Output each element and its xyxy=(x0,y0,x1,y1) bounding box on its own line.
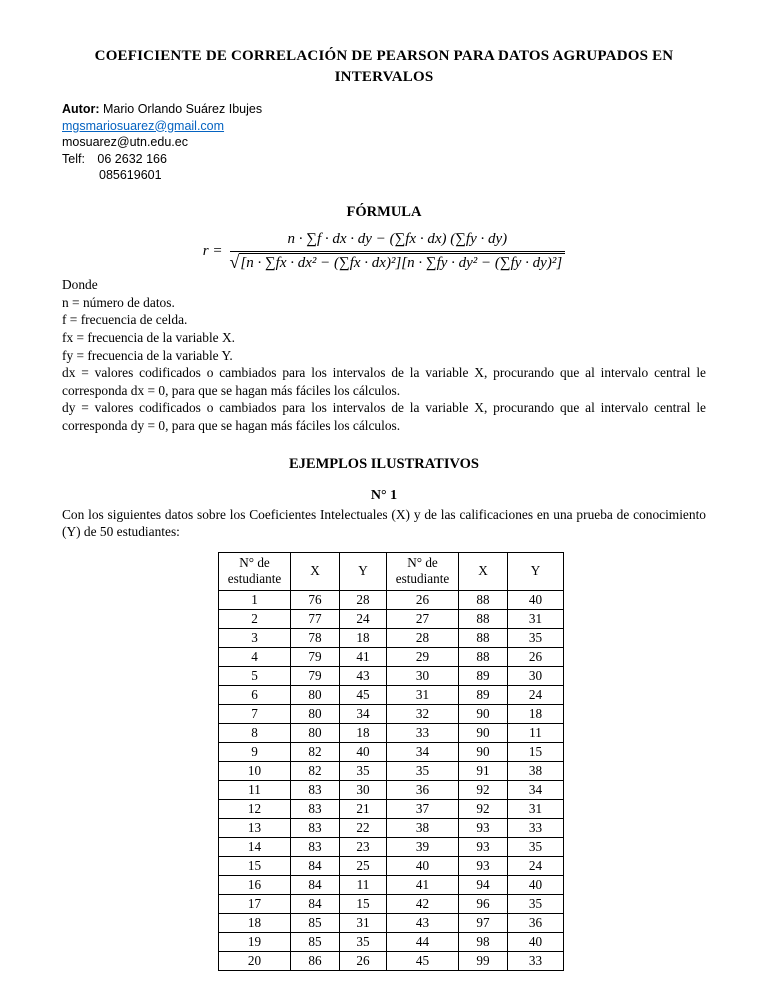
table-cell: 40 xyxy=(508,590,564,609)
table-cell: 84 xyxy=(291,894,340,913)
table-cell: 33 xyxy=(387,723,459,742)
table-cell: 29 xyxy=(387,647,459,666)
table-cell: 36 xyxy=(387,780,459,799)
table-cell: 82 xyxy=(291,761,340,780)
email-primary-line xyxy=(62,118,706,135)
table-row xyxy=(219,818,564,837)
table-cell: 44 xyxy=(387,932,459,951)
author-label: Autor: xyxy=(62,102,100,116)
table-row xyxy=(219,647,564,666)
table-cell: 11 xyxy=(219,780,291,799)
formula-fraction xyxy=(230,231,566,273)
table-cell: 92 xyxy=(459,799,508,818)
column-header: X xyxy=(459,552,508,590)
table-cell: 14 xyxy=(219,837,291,856)
table-cell: 11 xyxy=(508,723,564,742)
table-cell: 80 xyxy=(291,704,340,723)
table-cell: 22 xyxy=(340,818,387,837)
column-header: N° de estudiante xyxy=(387,552,459,590)
pearson-formula xyxy=(62,231,706,273)
table-row xyxy=(219,609,564,628)
email-secondary-line xyxy=(62,134,706,151)
table-cell: 77 xyxy=(291,609,340,628)
table-cell: 34 xyxy=(508,780,564,799)
table-cell: 35 xyxy=(508,837,564,856)
table-cell: 38 xyxy=(508,761,564,780)
table-cell: 90 xyxy=(459,723,508,742)
table-cell: 30 xyxy=(508,666,564,685)
table-cell: 33 xyxy=(508,951,564,970)
table-cell: 85 xyxy=(291,932,340,951)
table-cell: 91 xyxy=(459,761,508,780)
table-header-row xyxy=(219,552,564,590)
table-cell: 98 xyxy=(459,932,508,951)
table-cell: 15 xyxy=(340,894,387,913)
table-row xyxy=(219,628,564,647)
table-cell: 31 xyxy=(508,609,564,628)
table-cell: 30 xyxy=(387,666,459,685)
table-cell: 40 xyxy=(508,932,564,951)
table-cell: 20 xyxy=(219,951,291,970)
formula-denominator: [n · ∑fx · dx² − (∑fx · dx)²][n · ∑fy · dy² − (∑fy · dy)²] xyxy=(239,253,565,273)
phone-primary-line xyxy=(62,151,706,168)
table-cell: 16 xyxy=(219,875,291,894)
table-cell: 83 xyxy=(291,837,340,856)
table-cell: 99 xyxy=(459,951,508,970)
table-cell: 89 xyxy=(459,685,508,704)
table-row xyxy=(219,704,564,723)
table-cell: 6 xyxy=(219,685,291,704)
table-cell: 15 xyxy=(219,856,291,875)
table-cell: 28 xyxy=(340,590,387,609)
table-cell: 27 xyxy=(387,609,459,628)
table-cell: 84 xyxy=(291,875,340,894)
table-cell: 79 xyxy=(291,647,340,666)
table-cell: 90 xyxy=(459,742,508,761)
table-cell: 93 xyxy=(459,856,508,875)
formula-lhs: r = xyxy=(202,242,223,259)
column-header: Y xyxy=(508,552,564,590)
table-cell: 88 xyxy=(459,647,508,666)
radical-sign-icon: √ xyxy=(229,251,240,272)
table-row xyxy=(219,875,564,894)
table-cell: 2 xyxy=(219,609,291,628)
table-cell: 24 xyxy=(508,685,564,704)
table-cell: 26 xyxy=(508,647,564,666)
table-cell: 80 xyxy=(291,723,340,742)
table-cell: 79 xyxy=(291,666,340,685)
definitions-heading: Donde xyxy=(62,277,98,293)
table-cell: 19 xyxy=(219,932,291,951)
table-row xyxy=(219,856,564,875)
table-cell: 88 xyxy=(459,628,508,647)
phone-primary: 06 2632 166 xyxy=(97,151,167,166)
table-cell: 8 xyxy=(219,723,291,742)
table-cell: 89 xyxy=(459,666,508,685)
table-row xyxy=(219,723,564,742)
table-cell: 83 xyxy=(291,799,340,818)
table-cell: 4 xyxy=(219,647,291,666)
document-title: COEFICIENTE DE CORRELACIÓN DE PEARSON PARA DATOS AGRUPADOS EN INTERVALOS xyxy=(94,48,674,85)
table-cell: 40 xyxy=(340,742,387,761)
table-cell: 24 xyxy=(340,609,387,628)
definitions-block xyxy=(62,276,706,434)
table-cell: 11 xyxy=(340,875,387,894)
table-row xyxy=(219,761,564,780)
table-cell: 45 xyxy=(340,685,387,704)
author-line xyxy=(62,101,706,118)
table-cell: 23 xyxy=(340,837,387,856)
table-row xyxy=(219,932,564,951)
table-row xyxy=(219,780,564,799)
table-cell: 26 xyxy=(340,951,387,970)
table-row xyxy=(219,666,564,685)
table-cell: 42 xyxy=(387,894,459,913)
table-cell: 18 xyxy=(219,913,291,932)
table-cell: 31 xyxy=(340,913,387,932)
table-cell: 34 xyxy=(387,742,459,761)
table-cell: 15 xyxy=(508,742,564,761)
table-row xyxy=(219,837,564,856)
table-cell: 83 xyxy=(291,818,340,837)
table-cell: 92 xyxy=(459,780,508,799)
email-secondary: mosuarez@utn.edu.ec xyxy=(62,135,188,149)
formula-denominator-group xyxy=(230,252,566,273)
table-body xyxy=(219,590,564,970)
table-cell: 7 xyxy=(219,704,291,723)
phone-secondary-line xyxy=(62,167,706,184)
table-cell: 18 xyxy=(508,704,564,723)
table-cell: 36 xyxy=(508,913,564,932)
table-cell: 96 xyxy=(459,894,508,913)
table-cell: 39 xyxy=(387,837,459,856)
table-cell: 94 xyxy=(459,875,508,894)
table-cell: 32 xyxy=(387,704,459,723)
table-row xyxy=(219,894,564,913)
examples-heading: EJEMPLOS ILUSTRATIVOS xyxy=(288,455,479,472)
table-row xyxy=(219,685,564,704)
definition-line: fy = frecuencia de la variable Y. xyxy=(62,347,233,363)
table-cell: 25 xyxy=(340,856,387,875)
definition-line: fx = frecuencia de la variable X. xyxy=(62,330,235,346)
table-cell: 35 xyxy=(508,628,564,647)
table-cell: 12 xyxy=(219,799,291,818)
table-cell: 41 xyxy=(340,647,387,666)
definition-line: f = frecuencia de celda. xyxy=(62,312,188,328)
table-cell: 76 xyxy=(291,590,340,609)
table-cell: 40 xyxy=(508,875,564,894)
table-cell: 41 xyxy=(387,875,459,894)
table-cell: 85 xyxy=(291,913,340,932)
table-cell: 43 xyxy=(387,913,459,932)
author-name: Mario Orlando Suárez Ibujes xyxy=(102,102,263,116)
definition-line: dy = valores codificados o cambiados para los intervalos de la variable X, procurando que al intervalo central le corresponda dy = 0, para que se hagan más fáciles los cálculos. xyxy=(62,400,706,434)
table-cell: 35 xyxy=(508,894,564,913)
table-cell: 45 xyxy=(387,951,459,970)
phone-secondary: 085619601 xyxy=(99,168,162,182)
students-table xyxy=(218,552,564,971)
table-cell: 93 xyxy=(459,818,508,837)
table-cell: 28 xyxy=(387,628,459,647)
table-cell: 97 xyxy=(459,913,508,932)
table-cell: 88 xyxy=(459,590,508,609)
table-row xyxy=(219,913,564,932)
table-cell: 30 xyxy=(340,780,387,799)
table-cell: 82 xyxy=(291,742,340,761)
column-header: Y xyxy=(340,552,387,590)
email-link[interactable]: mgsmariosuarez@gmail.com xyxy=(62,118,225,133)
table-cell: 5 xyxy=(219,666,291,685)
table-cell: 34 xyxy=(340,704,387,723)
table-cell: 35 xyxy=(387,761,459,780)
table-cell: 93 xyxy=(459,837,508,856)
table-cell: 31 xyxy=(387,685,459,704)
example-intro: Con los siguientes datos sobre los Coeficientes Intelectuales (X) y de las calificaciones en una prueba de conocimiento (Y) de 50 estudiantes: xyxy=(62,506,706,540)
column-header: N° de estudiante xyxy=(219,552,291,590)
table-cell: 84 xyxy=(291,856,340,875)
table-cell: 33 xyxy=(508,818,564,837)
table-cell: 35 xyxy=(340,761,387,780)
table-cell: 83 xyxy=(291,780,340,799)
table-cell: 9 xyxy=(219,742,291,761)
table-cell: 21 xyxy=(340,799,387,818)
table-row xyxy=(219,799,564,818)
table-cell: 86 xyxy=(291,951,340,970)
table-cell: 13 xyxy=(219,818,291,837)
table-row xyxy=(219,951,564,970)
table-cell: 80 xyxy=(291,685,340,704)
table-cell: 26 xyxy=(387,590,459,609)
table-cell: 43 xyxy=(340,666,387,685)
table-cell: 38 xyxy=(387,818,459,837)
definition-line: n = número de datos. xyxy=(62,294,175,310)
table-cell: 1 xyxy=(219,590,291,609)
table-cell: 18 xyxy=(340,723,387,742)
author-block xyxy=(62,101,706,184)
definition-line: dx = valores codificados o cambiados para los intervalos de la variable X, procurando que al intervalo central le corresponda dx = 0, para que se hagan más fáciles los cálculos. xyxy=(62,365,706,398)
example-number-heading: N° 1 xyxy=(370,487,398,503)
table-cell: 37 xyxy=(387,799,459,818)
column-header: X xyxy=(291,552,340,590)
table-cell: 17 xyxy=(219,894,291,913)
table-cell: 24 xyxy=(508,856,564,875)
table-cell: 10 xyxy=(219,761,291,780)
table-cell: 3 xyxy=(219,628,291,647)
phone-label: Telf: xyxy=(62,151,85,166)
table-cell: 88 xyxy=(459,609,508,628)
formula-numerator: n · ∑f · dx · dy − (∑fx · dx) (∑fy · dy) xyxy=(230,231,566,252)
table-row xyxy=(219,742,564,761)
table-cell: 90 xyxy=(459,704,508,723)
table-row xyxy=(219,590,564,609)
table-cell: 35 xyxy=(340,932,387,951)
table-cell: 40 xyxy=(387,856,459,875)
table-cell: 31 xyxy=(508,799,564,818)
formula-heading: FÓRMULA xyxy=(346,203,422,220)
table-cell: 78 xyxy=(291,628,340,647)
table-cell: 18 xyxy=(340,628,387,647)
